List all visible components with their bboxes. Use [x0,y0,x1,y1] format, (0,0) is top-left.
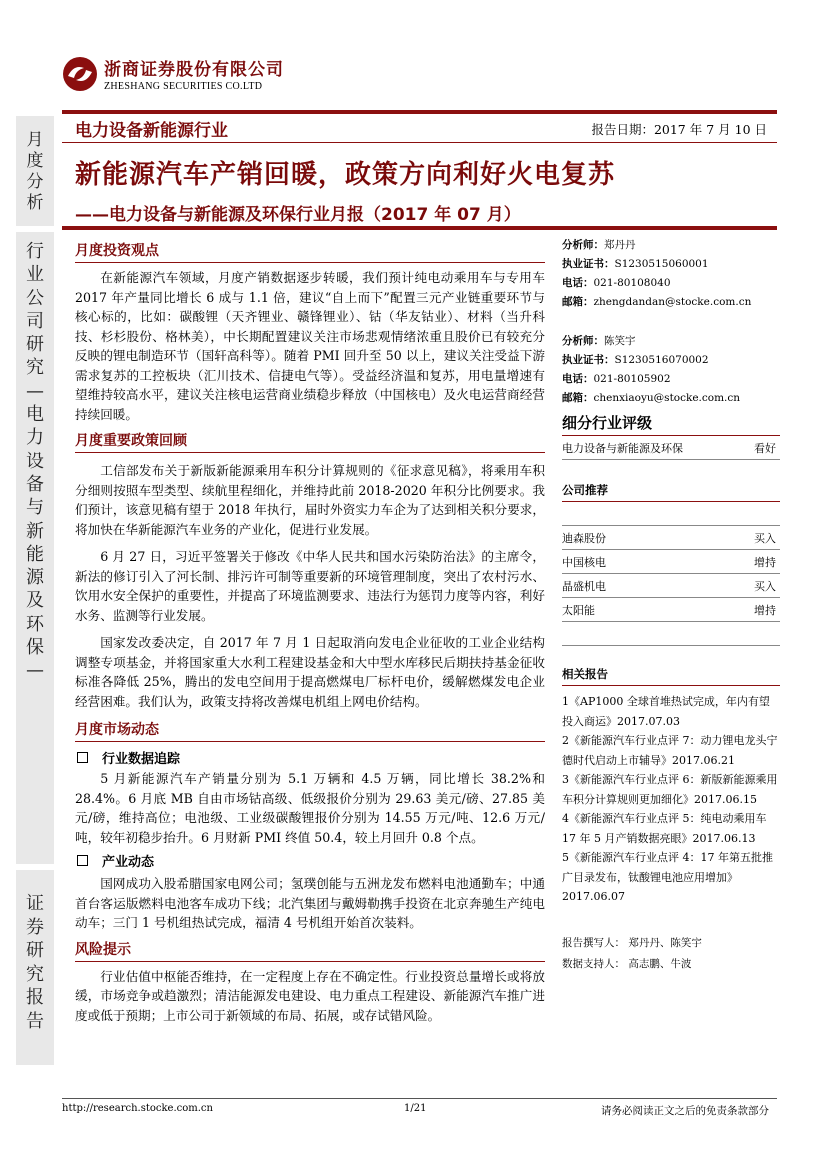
research-category-tag: 行 业 公 司 研 究 — 电 力 设 备 与 新 能 源 及 环 保 — [16,232,54,864]
analyst-email[interactable]: chenxiaoyu@stocke.com.cn [593,392,741,404]
policy-paragraph: 工信部发布关于新版新能源乘用车积分计算规则的《征求意见稿》，将乘用车积分细则按照车型类型、续航里程细化，并维持此前 2018-2020 年积分比例要求。我们预计，该意见稿有望于 2018 年执行，届时外资实力车企为了达到相关积分要求，将加快在华新能源汽车业务的产业化，促进行业发展。 [75,463,545,537]
company-recommend-heading: 公司推荐 [562,482,780,502]
subsection-heading: 行业数据追踪 [75,748,545,767]
header-rule [62,110,777,114]
section-heading: 月度投资观点 [75,240,545,263]
analyst-email[interactable]: zhengdandan@stocke.com.cn [593,296,752,308]
industry-data-paragraph: 5 月新能源汽车产销量分别为 5.1 万辆和 4.5 万辆，同比增长 38.2%和 28.4%。6 月底 MB 自由市场钴高级、低级报价分别为 29.63 美元/磅、27.85 美元/磅，维持高位；电池级、工业级碳酸锂报价分别为 14.55 万元/吨、12.6 万元/吨，较年初稳步抬升。6 月财新 PMI 终值 50.4，较上月回升 0.8 个点。 [75,771,545,845]
related-report-link[interactable]: 5《新能源汽车行业点评 4：17 年第五批推广目录发布，钛酸锂电池应用增加》2017.06.07 [562,851,773,903]
securities-research-tag: 证 券 研 究 报 告 [16,870,54,1065]
related-report-link[interactable]: 2《新能源汽车行业点评 7：动力锂电龙头宁德时代启动上市辅导》2017.06.21 [562,734,778,767]
report-title: 新能源汽车产销回暖，政策方向利好火电复苏 [75,160,616,190]
checkbox-bullet-icon [77,752,88,763]
monthly-analysis-tag: 月 度 分 析 [16,116,54,226]
footer-rule [62,1098,777,1099]
recommend-row-blank [562,622,780,646]
investment-view-paragraph: 在新能源汽车领域，月度产销数据逐步转暖，我们预计纯电动乘用车与专用车 2017 年产量同比增长 6 成与 1.1 倍，建议“自上而下”配置三元产业链重要环节与核心标的，比如：碳酸锂（天齐锂业、赣锋锂业）、钴（华友钴业）、材料（当升科技、杉杉股份、格林美），中长期配置建议关注市场悲观情绪浓重且股价已有较充分反映的锂电制造环节（国轩高科等）。随着 PMI 回升至 50 以上，建议关注受益下游需求复苏的工控板块（汇川技术、信捷电气等）。受益经济温和复苏，用电量增速有望维持较高水平，建议关注核电运营商业绩稳步释放（中国核电）及火电运营商经营持续回暖。 [75,270,545,422]
related-report-link[interactable]: 4《新能源汽车行业点评 5：纯电动乘用车 17 年 5 月产销数据亮眼》2017.06.13 [562,812,767,845]
recommend-row: 太阳能 增持 [562,598,780,622]
policy-paragraph: 6 月 27 日，习近平签署关于修改《中华人民共和国水污染防治法》的主席令，新法的修订引入了河长制、排污许可制等重要新的环境管理制度，突出了农村污水、饮用水安全保护的重要性，并提高了环境监测要求、违法行为惩罚力度等内容，利好水务、监测等行业发展。 [75,549,545,623]
page-number: 1/21 [404,1103,427,1114]
related-report-link[interactable]: 1《AP1000 全球首堆热试完成，年内有望投入商运》2017.07.03 [562,695,770,728]
main-content [75,240,545,1025]
recommend-row: 中国核电 增持 [562,550,780,574]
report-date: 报告日期：2017 年 7 月 10 日 [591,122,767,137]
related-reports-list [562,692,780,907]
sector-rating-heading: 细分行业评级 [562,412,780,436]
industry-label: 电力设备新能源行业 [75,121,228,141]
section-heading: 月度市场动态 [75,719,545,742]
related-reports-heading: 相关报告 [562,666,780,686]
disclaimer-note: 请务必阅读正文之后的免责条款部分 [601,1105,769,1117]
analyst-block: 分析师：陈笑宇 执业证书：S1230516070002 电话：021-80105902 邮箱：chenxiaoyu@stocke.com.cn [562,335,741,404]
company-name-en: ZHESHANG SECURITIES CO.LTD [104,81,263,92]
section-heading: 风险提示 [75,939,545,962]
company-name-cn: 浙商证券股份有限公司 [104,60,284,80]
recommend-row-blank [562,502,780,526]
checkbox-bullet-icon [77,855,88,866]
report-subtitle: ——电力设备与新能源及环保行业月报（2017 年 07 月） [75,205,521,225]
industry-news-paragraph: 国网成功入股希腊国家电网公司；氢璞创能与五洲龙发布燃料电池通勤车；中通首台客运版燃料电池客车成功下线；北汽集团与戴姆勒携手投资在北京奔驰生产纯电动车；三门 1 号机组热试完成，福清 4 号机组开始首次装料。 [75,876,545,930]
subsection-heading: 产业动态 [75,851,545,870]
recommend-row: 迪森股份 买入 [562,526,780,550]
recommend-row: 晶盛机电 买入 [562,574,780,598]
analyst-block: 分析师：郑丹丹 执业证书：S1230515060001 电话：021-80108040 邮箱：zhengdandan@stocke.com.cn [562,239,752,308]
footer-url-link[interactable]: http://research.stocke.com.cn [62,1103,213,1114]
zheshang-logo-icon [62,56,98,92]
sidebar [562,236,780,975]
company-logo [62,55,284,92]
title-rule [62,226,777,230]
related-report-link[interactable]: 3《新能源汽车行业点评 6：新版新能源乘用车积分计算规则更加细化》2017.06.15 [562,773,778,806]
header-rule-thin [62,142,777,143]
risk-paragraph: 行业估值中枢能否维持，在一定程度上存在不确定性。行业投资总量增长或将放缓，市场竞争或趋激烈；清洁能源发电建设、电力重点工程建设、新能源汽车推广进度或低于预期；上市公司于新领域的布局、拓展，或存试错风险。 [75,968,545,1023]
sector-rating-row: 电力设备与新能源及环保 看好 [562,436,780,460]
credits: 报告撰写人： 郑丹丹、陈笑宇 数据支持人： 高志鹏、牛波 [562,936,702,970]
section-heading: 月度重要政策回顾 [75,430,545,453]
policy-paragraph: 国家发改委决定，自 2017 年 7 月 1 日起取消向发电企业征收的工业企业结构调整专项基金，并将国家重大水利工程建设基金和大中型水库移民后期扶持基金征收标准各降低 25%，腾出的发电空间用于提高燃煤电厂标杆电价，缓解燃煤发电企业经营困难。我们认为，政策支持将改善煤电机组上网电价结构。 [75,635,545,709]
